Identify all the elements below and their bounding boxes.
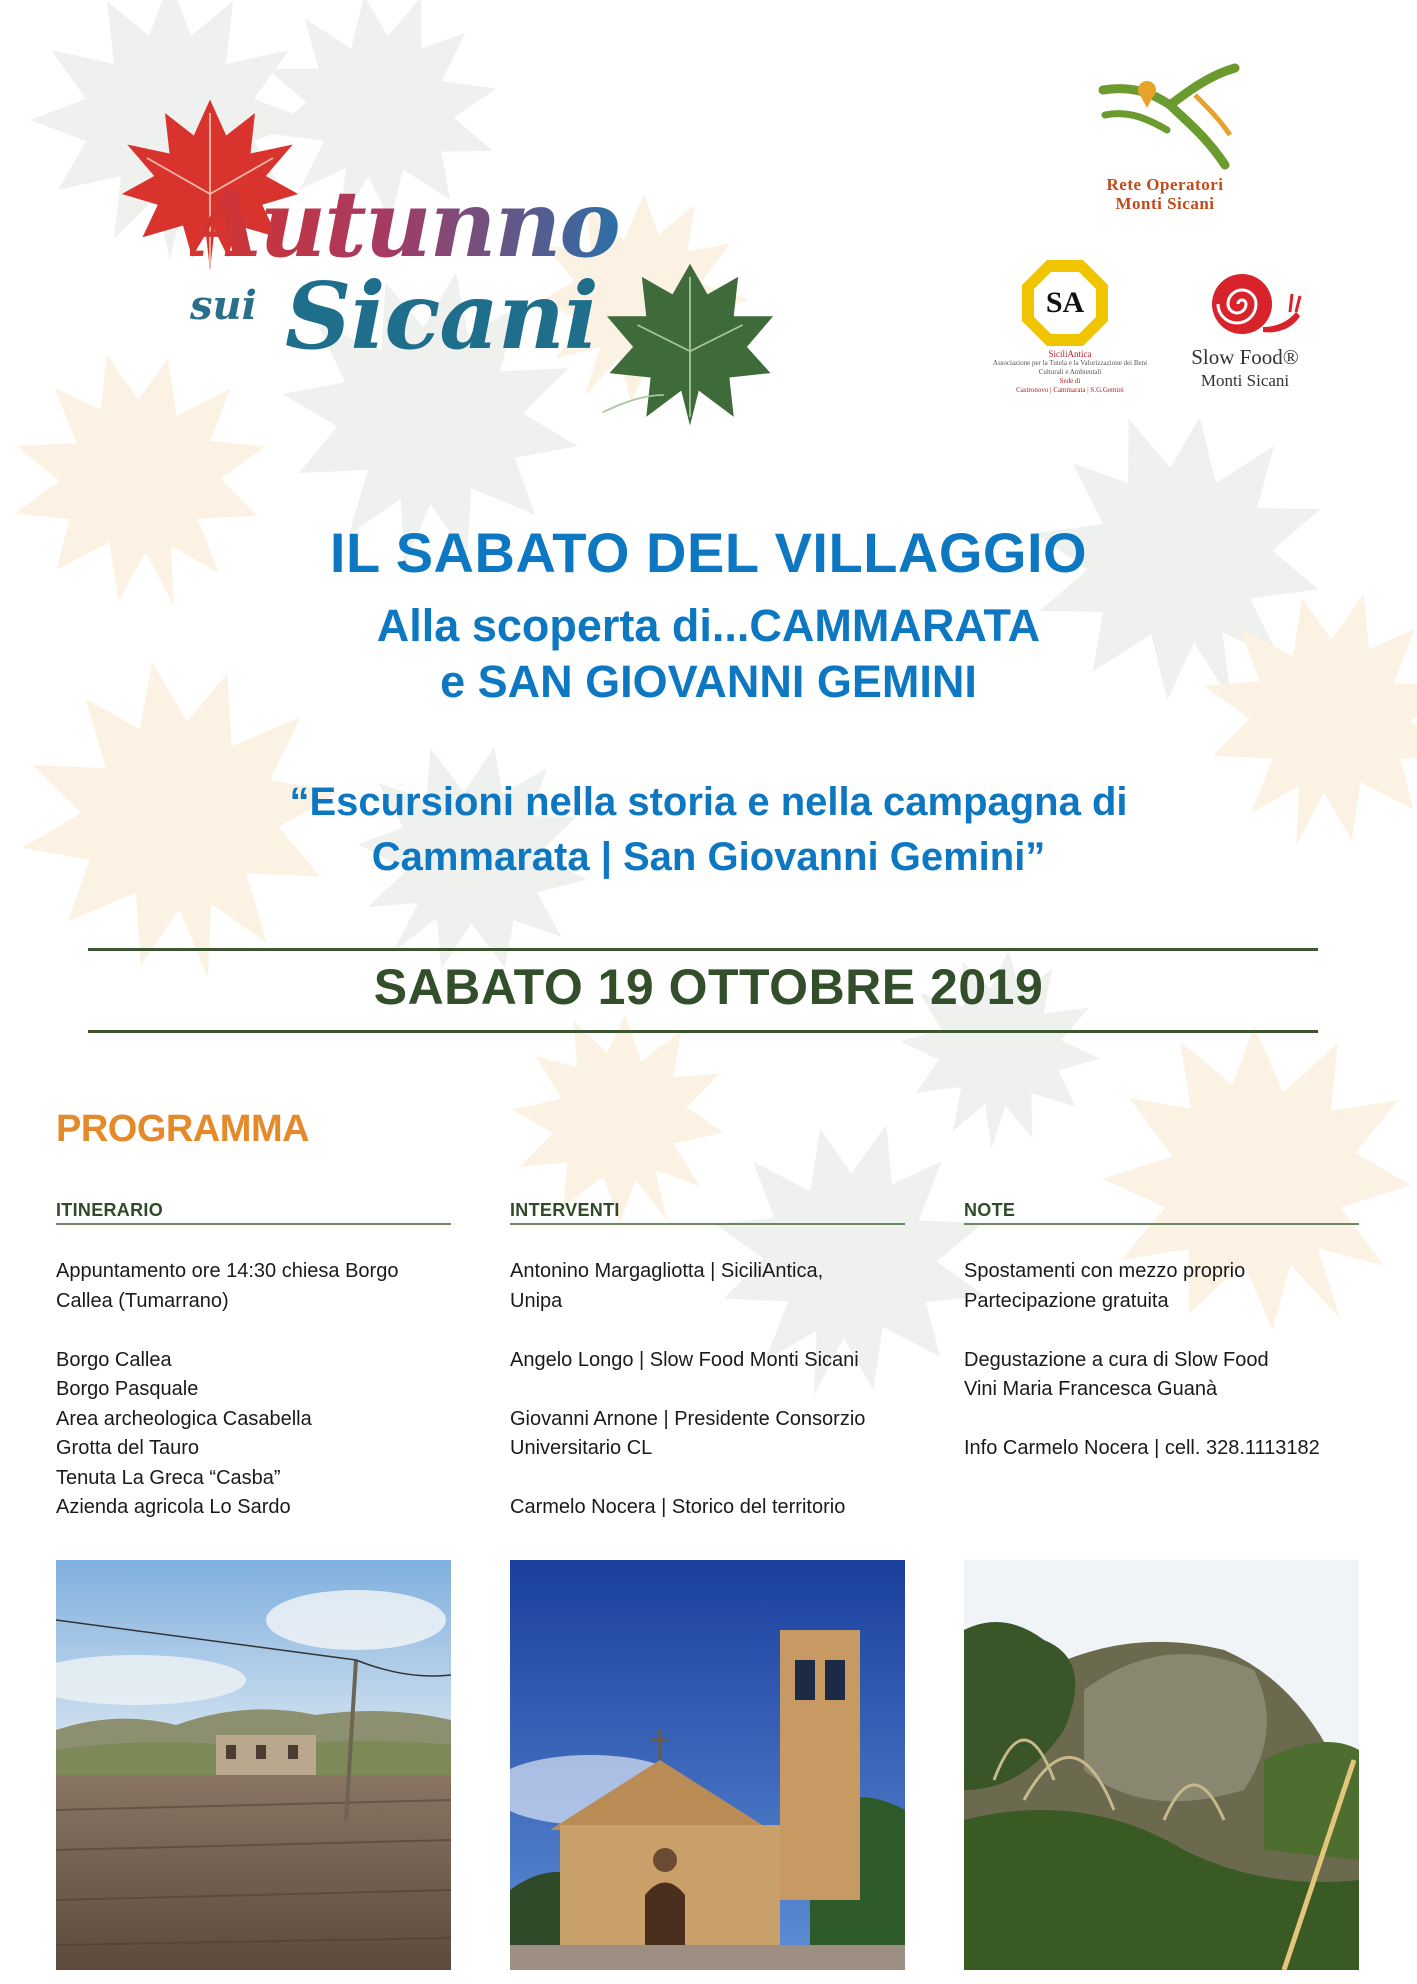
quote-heading bbox=[0, 775, 1417, 885]
quote-line-1: “Escursioni nella storia e nella campagna di bbox=[289, 780, 1128, 824]
siciliantica-logo bbox=[1020, 258, 1110, 348]
slowfood-name bbox=[1180, 345, 1310, 393]
logo-title-sicani: Sicani bbox=[285, 262, 598, 370]
sa-desc: Associazione per la Tutela e la Valorizzazione dei Beni Culturali e Ambientali bbox=[992, 359, 1148, 376]
quote-line-2: Cammarata | San Giovanni Gemini” bbox=[371, 835, 1046, 879]
column-body bbox=[510, 1257, 905, 1523]
sub-heading-line-2: e SAN GIOVANNI GEMINI bbox=[440, 656, 977, 707]
slowfood-title: Slow Food® bbox=[1191, 345, 1299, 369]
list-item: Angelo Longo | Slow Food Monti Sicani bbox=[510, 1348, 859, 1371]
sa-letters: SA bbox=[1045, 286, 1085, 319]
list-item: Carmelo Nocera | Storico del territorio bbox=[510, 1496, 846, 1518]
sa-towns: Castronovo | Cammarata | S.G.Gemini bbox=[1016, 386, 1124, 394]
main-heading: IL SABATO DEL VILLAGGIO bbox=[329, 521, 1088, 584]
list-item: Tenuta La Greca “Casba” bbox=[56, 1466, 281, 1489]
photo-countryside bbox=[56, 1560, 451, 1970]
column-itinerario bbox=[56, 1200, 451, 1523]
list-item: Callea (Tumarrano) bbox=[56, 1289, 229, 1312]
column-heading: ITINERARIO bbox=[56, 1200, 451, 1225]
list-item: Spostamenti con mezzo proprio bbox=[964, 1260, 1246, 1282]
column-heading: NOTE bbox=[964, 1200, 1359, 1225]
list-item: Borgo Pasquale bbox=[56, 1378, 199, 1400]
column-note bbox=[964, 1200, 1359, 1464]
column-interventi bbox=[510, 1200, 905, 1523]
photo-church bbox=[510, 1560, 905, 1970]
siciliantica-caption bbox=[985, 350, 1155, 395]
sa-name: SiciliAntica bbox=[1048, 349, 1092, 359]
column-heading: INTERVENTI bbox=[510, 1200, 905, 1225]
rete-line-1: Rete Operatori bbox=[1106, 175, 1224, 194]
list-item: Grotta del Tauro bbox=[56, 1437, 200, 1459]
sub-heading bbox=[0, 598, 1417, 710]
sa-sede: Sede di bbox=[1059, 377, 1081, 385]
logo-title-autunno: Autunno bbox=[190, 170, 619, 278]
sub-heading-line-1: Alla scoperta di...CAMMARATA bbox=[376, 600, 1041, 651]
list-item: Universitario CL bbox=[510, 1437, 653, 1459]
list-item: Partecipazione gratuita bbox=[964, 1289, 1169, 1312]
photo-rock-landscape bbox=[964, 1560, 1359, 1970]
list-item: Unipa bbox=[510, 1289, 563, 1312]
column-body bbox=[56, 1257, 451, 1523]
list-item: Borgo Callea bbox=[56, 1348, 172, 1371]
list-item: Degustazione a cura di Slow Food bbox=[964, 1348, 1269, 1371]
column-body bbox=[964, 1257, 1359, 1464]
rete-line-2: Monti Sicani bbox=[1115, 194, 1215, 213]
programma-heading: PROGRAMMA bbox=[56, 1108, 310, 1150]
event-date: SABATO 19 OTTOBRE 2019 bbox=[373, 959, 1044, 1015]
rete-operatori-name bbox=[1055, 175, 1275, 213]
divider-bottom bbox=[88, 1030, 1318, 1033]
list-item: Info Carmelo Nocera | cell. 328.1113182 bbox=[964, 1437, 1320, 1459]
list-item: Vini Maria Francesca Guanà bbox=[964, 1378, 1218, 1400]
event-logo bbox=[120, 170, 680, 410]
slowfood-subtitle: Monti Sicani bbox=[1200, 371, 1290, 390]
list-item: Azienda agricola Lo Sardo bbox=[56, 1496, 291, 1518]
list-item: Antonino Margagliotta | SiciliAntica, bbox=[510, 1260, 824, 1282]
list-item: Appuntamento ore 14:30 chiesa Borgo bbox=[56, 1260, 399, 1282]
rete-operatori-logo-icon bbox=[1095, 60, 1245, 175]
list-item: Area archeologica Casabella bbox=[56, 1407, 312, 1430]
snail-icon bbox=[1208, 272, 1303, 337]
divider-top bbox=[88, 948, 1318, 951]
logo-title-sui: sui bbox=[190, 282, 257, 329]
list-item: Giovanni Arnone | Presidente Consorzio bbox=[510, 1407, 866, 1430]
